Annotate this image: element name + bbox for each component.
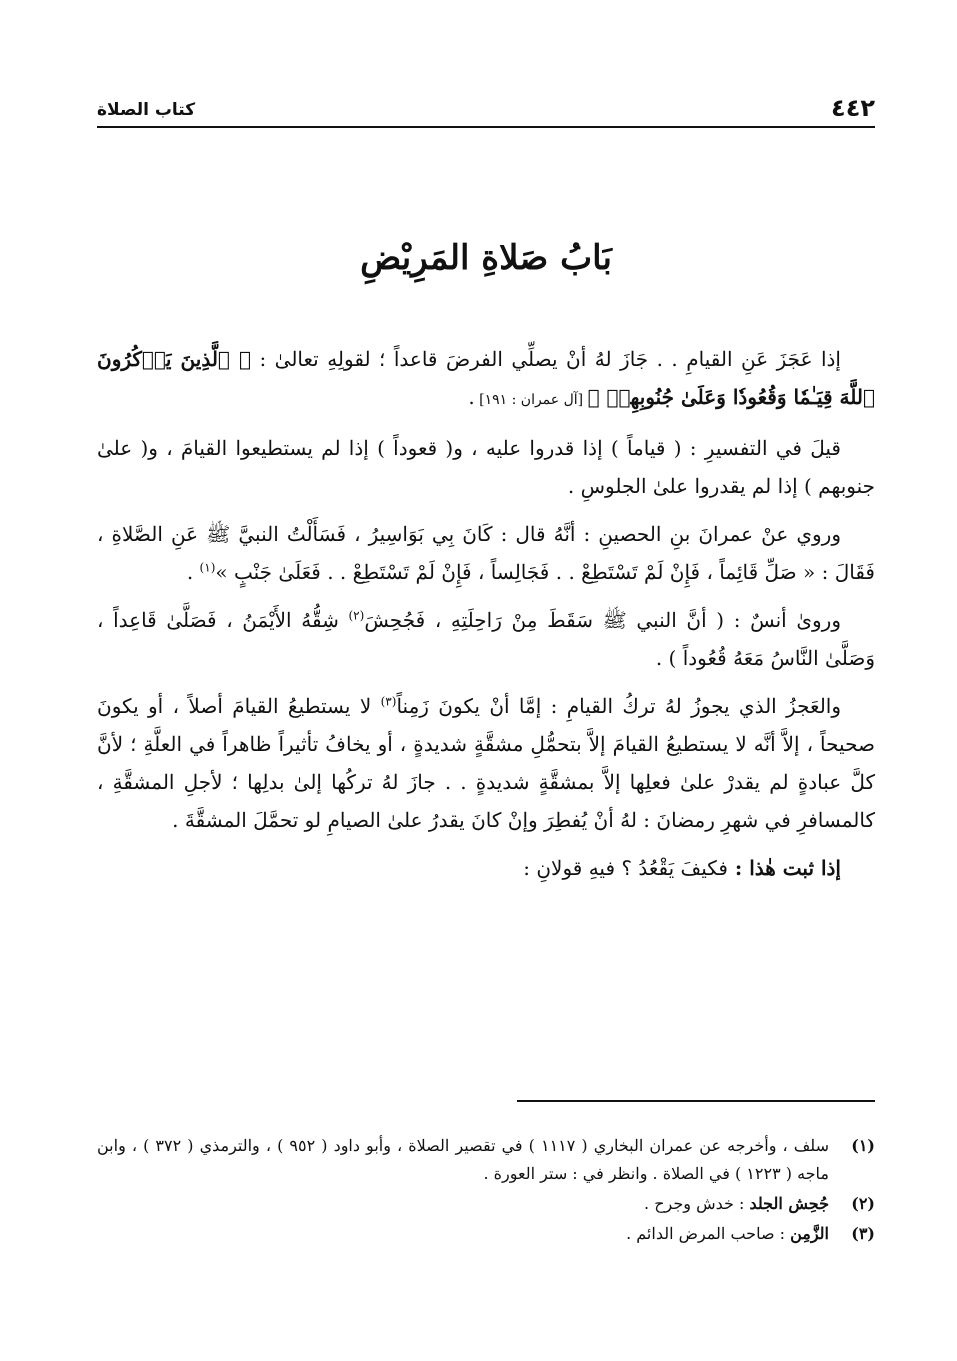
footnote-term: الزَّمِن bbox=[790, 1224, 829, 1243]
footnote-text: : خدش وجرح . bbox=[644, 1194, 750, 1213]
footnote-number: (١) bbox=[851, 1136, 875, 1155]
page-header bbox=[97, 92, 875, 128]
paragraph-2: قيلَ في التفسيرِ : ( قياماً ) إذا قدروا عليه ، و( قعوداً ) إذا لم يستطيعوا القيامَ ، و( علىٰ جنوبهم ) إذا لم يقدروا علىٰ الجلوسِ . bbox=[97, 436, 875, 498]
paragraph-4-text-a: ورویٰ أنسٌ : ( أنَّ النبي ﷺ سَقَطَ مِنْ رَاحِلَتِهِ ، فَجُحِشَ bbox=[364, 608, 841, 632]
paragraph-6-text: فكيفَ يَقْعُدُ ؟ فيهِ قولانِ : bbox=[523, 856, 728, 880]
paragraph-4 bbox=[97, 601, 875, 677]
footnote-body bbox=[97, 1190, 829, 1218]
paragraph-5-text-b: لا يستطيعُ القيامَ أصلاً ، أو يكونَ صحيحاً ، إلاَّ أنَّه لا يستطيعُ القيامَ إلاَّ بتحمُّلِ مشقَّةٍ شديدةٍ ، أو يخافُ تأثيراً ظاهراً في العلَّةِ ؛ لأنَّ كلَّ عبادةٍ لم يقدرْ علىٰ فعلِها إلاَّ بمشقَّةٍ شديدةٍ . . جازَ لهُ تركُها إلىٰ بدلِها ؛ لأجلِ المشقَّةِ ، كالمسافرِ في شهرِ رمضانَ : لهُ أنْ يُفطِرَ وإنْ كانَ يقدرُ علىٰ الصيامِ لو تحمَّلَ المشقَّةَ . bbox=[97, 694, 875, 832]
paragraph-6 bbox=[97, 849, 875, 887]
footnote-text: : صاحب المرض الدائم . bbox=[626, 1224, 791, 1243]
footnote-divider bbox=[517, 1100, 875, 1102]
paragraph-3-text: وروي عنْ عمرانَ بنِ الحصينِ : أنَّهُ قال : كَانَ بِي بَوَاسِيرُ ، فَسَأَلْتُ النبيَّ ﷺ عَنِ الصَّلاةِ ، فَقَالَ : « صَلِّ قَائِماً ، فَإِنْ لَمْ تَسْتَطِعْ . . فَجَالِساً ، فَإِنْ لَمْ تَسْتَطِعْ . . فَعَلَىٰ جَنْبٍ » bbox=[97, 522, 875, 584]
main-text bbox=[97, 340, 875, 897]
paragraph-3 bbox=[97, 515, 875, 591]
footnote-2 bbox=[97, 1190, 875, 1218]
paragraph-1-end: . bbox=[468, 385, 475, 409]
verse-citation: [آل عمران : ١٩١] bbox=[474, 392, 588, 408]
footnote-ref-2[interactable]: (٢) bbox=[348, 608, 365, 623]
running-title: كتاب الصلاة bbox=[97, 100, 196, 120]
footnote-text: سلف ، وأخرجه عن عمران البخاري ( ١١١٧ ) في تقصير الصلاة ، وأبو داود ( ٩٥٢ ) ، والترمذي ( ٣٧٢ ) ، وابن ماجه ( ١٢٢٣ ) في الصلاة . وانظر في : ستر العورة . bbox=[97, 1136, 830, 1183]
paragraph-1-text: إذا عَجَزَ عَنِ القيامِ . . جَازَ لهُ أنْ يصلِّي الفرضَ قاعداً ؛ لقولِهِ تعالىٰ : bbox=[251, 347, 841, 371]
paragraph-5-text-a: والعَجزُ الذي يجوزُ لهُ تركُ القيامِ : إمَّا أنْ يكونَ زَمِناً bbox=[396, 694, 841, 718]
footnote-1 bbox=[97, 1132, 875, 1188]
footnote-ref-1[interactable]: (١) bbox=[199, 560, 216, 575]
footnote-number: (٢) bbox=[851, 1194, 875, 1213]
footnote-number: (٣) bbox=[851, 1224, 875, 1243]
paragraph-3-end: . bbox=[186, 560, 200, 584]
footnotes bbox=[97, 1132, 875, 1250]
quran-verse: ﴿ ٱلَّذِينَ يَذۡكُرُونَ ٱللَّهَ قِيَـٰمٗا وَقُعُودٗا وَعَلَىٰ جُنُوبِهِمۡ ﴾ bbox=[97, 347, 875, 409]
footnote-3 bbox=[97, 1220, 875, 1248]
paragraph-6-lead: إذا ثبت هٰذا : bbox=[727, 856, 841, 880]
footnote-term: جُحِش الجلد bbox=[749, 1194, 829, 1213]
footnote-ref-3[interactable]: (٣) bbox=[380, 694, 397, 709]
page-number: ٤٤٢ bbox=[831, 94, 875, 122]
paragraph-4-text-b: شِقُّهُ الأَيْمَنُ ، فَصَلَّىٰ قَاعِداً ، وَصَلَّىٰ النَّاسُ مَعَهُ قُعُوداً ) . bbox=[97, 608, 875, 670]
paragraph-5 bbox=[97, 687, 875, 839]
chapter-title: بَابُ صَلاةِ المَرِيْضِ bbox=[360, 238, 612, 278]
paragraph-1 bbox=[97, 340, 875, 419]
footnote-body bbox=[97, 1220, 829, 1248]
